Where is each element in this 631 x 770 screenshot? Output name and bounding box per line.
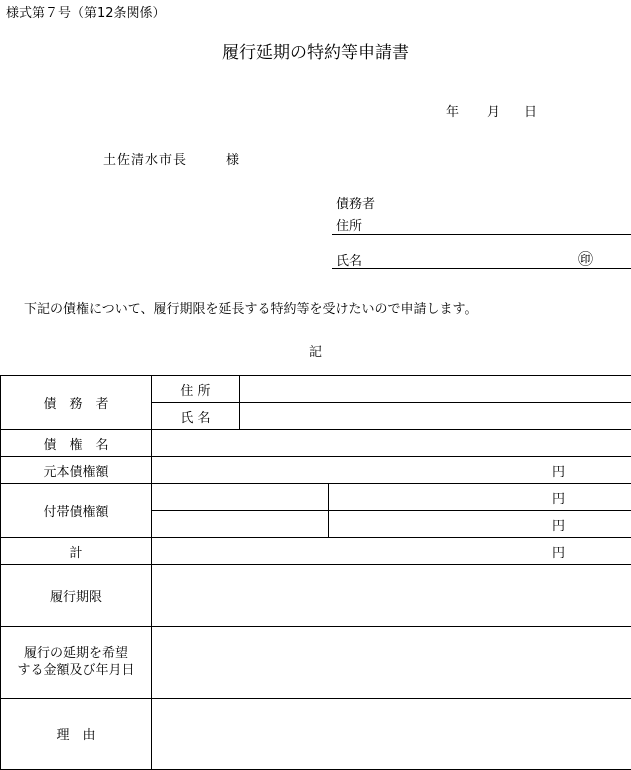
table-row — [1, 457, 631, 484]
document-title: 履行延期の特約等申請書 — [222, 43, 409, 63]
ki-heading: 記 — [308, 345, 322, 360]
table-row — [1, 538, 631, 565]
yen-unit: 円 — [551, 464, 565, 480]
table-row — [1, 698, 631, 769]
yen-unit: 円 — [551, 518, 565, 534]
extension-label-line-1: 履行の延期を希望 — [23, 646, 128, 662]
applicant-address-label: 住所 — [336, 219, 363, 234]
incidental-amount-cell-1[interactable] — [329, 484, 631, 511]
table-row — [1, 565, 631, 626]
table-row — [1, 376, 631, 403]
claim-name-label: 債 権 名 — [1, 430, 152, 457]
total-amount-cell[interactable] — [152, 538, 631, 565]
applicant-name-label: 氏名 — [336, 254, 363, 269]
debtor-name-label: 氏 名 — [152, 403, 240, 430]
date-day-label: 日 — [524, 105, 538, 120]
debtor-label: 債 務 者 — [1, 376, 152, 430]
extension-label — [1, 626, 152, 698]
incidental-amount-cell-2[interactable] — [329, 511, 631, 538]
form-number: 様式第７号（第12条関係） — [6, 6, 166, 21]
due-date-label: 履行期限 — [1, 565, 152, 626]
principal-amount-cell[interactable] — [152, 457, 631, 484]
debtor-name-cell[interactable] — [240, 403, 631, 430]
reason-cell[interactable] — [152, 698, 631, 769]
date-month-label: 月 — [487, 105, 501, 120]
application-table — [0, 375, 631, 770]
yen-unit: 円 — [551, 545, 565, 561]
applicant-address-line[interactable] — [332, 234, 631, 235]
claim-name-cell[interactable] — [152, 430, 631, 457]
total-label: 計 — [1, 538, 152, 565]
table-row — [1, 484, 631, 511]
due-date-cell[interactable] — [152, 565, 631, 626]
principal-label: 元本債権額 — [1, 457, 152, 484]
table-row — [1, 626, 631, 698]
incidental-label: 付帯債権額 — [1, 484, 152, 538]
applicant-name-line[interactable] — [332, 268, 631, 269]
date-year-label: 年 — [446, 105, 460, 120]
addressee-honorific: 様 — [226, 153, 240, 168]
extension-label-line-2: する金額及び年月日 — [17, 663, 135, 679]
reason-label: 理 由 — [1, 698, 152, 769]
incidental-item-cell-2[interactable] — [152, 511, 329, 538]
addressee: 土佐清水市長 — [103, 153, 188, 168]
debtor-address-label: 住 所 — [152, 376, 240, 403]
incidental-item-cell-1[interactable] — [152, 484, 329, 511]
yen-unit: 円 — [551, 491, 565, 507]
intro-text: 下記の債権について、履行期限を延長する特約等を受けたいので申請します。 — [24, 302, 478, 317]
table-row — [1, 430, 631, 457]
debtor-address-cell[interactable] — [240, 376, 631, 403]
seal-mark: ㊞ — [578, 250, 594, 268]
extension-cell[interactable] — [152, 626, 631, 698]
applicant-heading: 債務者 — [336, 197, 376, 212]
